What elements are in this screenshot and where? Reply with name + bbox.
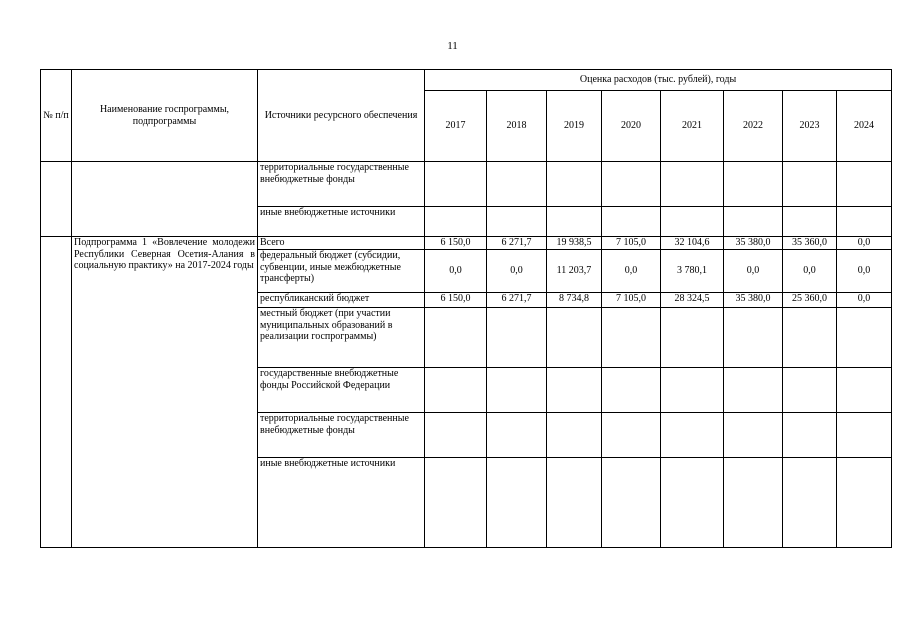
value-cell: 3 780,1 xyxy=(661,250,724,293)
source-cell: иные внебюджетные источники xyxy=(258,458,425,548)
value-cell xyxy=(724,207,783,237)
source-cell: местный бюджет (при участии муниципальных образований в реализации госпрограммы) xyxy=(258,308,425,368)
value-cell xyxy=(425,413,487,458)
header-number: № п/п xyxy=(41,70,72,162)
value-cell xyxy=(487,207,547,237)
value-cell xyxy=(425,368,487,413)
value-cell xyxy=(661,368,724,413)
value-cell xyxy=(837,458,892,548)
value-cell xyxy=(547,368,602,413)
source-cell: территориальные государственные внебюджетные фонды xyxy=(258,162,425,207)
value-cell xyxy=(602,162,661,207)
value-cell: 6 271,7 xyxy=(487,293,547,308)
header-year: 2023 xyxy=(783,91,837,162)
name-cell-empty xyxy=(72,162,258,237)
value-cell xyxy=(783,413,837,458)
header-expense-estimate: Оценка расходов (тыс. рублей), годы xyxy=(425,70,892,91)
value-cell xyxy=(724,368,783,413)
value-cell xyxy=(602,207,661,237)
value-cell xyxy=(425,207,487,237)
value-cell: 35 360,0 xyxy=(783,237,837,250)
budget-table xyxy=(40,69,892,548)
source-cell: иные внебюджетные источники xyxy=(258,207,425,237)
header-year: 2017 xyxy=(425,91,487,162)
value-cell xyxy=(487,308,547,368)
number-cell xyxy=(41,237,72,548)
table-row-total xyxy=(41,237,892,250)
value-cell xyxy=(783,308,837,368)
value-cell: 7 105,0 xyxy=(602,293,661,308)
source-cell: федеральный бюджет (субсидии, субвенции, иные межбюджетные трансферты) xyxy=(258,250,425,293)
value-cell: 6 271,7 xyxy=(487,237,547,250)
value-cell xyxy=(783,368,837,413)
value-cell xyxy=(487,162,547,207)
value-cell xyxy=(724,308,783,368)
table-row xyxy=(41,162,892,207)
value-cell: 0,0 xyxy=(837,250,892,293)
number-cell-empty xyxy=(41,162,72,237)
value-cell: 6 150,0 xyxy=(425,237,487,250)
value-cell: 0,0 xyxy=(602,250,661,293)
value-cell: 32 104,6 xyxy=(661,237,724,250)
value-cell xyxy=(547,458,602,548)
header-year: 2022 xyxy=(724,91,783,162)
value-cell: 0,0 xyxy=(724,250,783,293)
value-cell xyxy=(783,162,837,207)
header-resource-source: Источники ресурсного обеспечения xyxy=(258,70,425,162)
value-cell xyxy=(602,368,661,413)
value-cell: 19 938,5 xyxy=(547,237,602,250)
value-cell xyxy=(837,207,892,237)
source-cell: Всего xyxy=(258,237,425,250)
value-cell: 25 360,0 xyxy=(783,293,837,308)
value-cell xyxy=(783,458,837,548)
value-cell: 0,0 xyxy=(783,250,837,293)
value-cell: 35 380,0 xyxy=(724,237,783,250)
value-cell xyxy=(547,308,602,368)
value-cell xyxy=(837,413,892,458)
value-cell: 11 203,7 xyxy=(547,250,602,293)
value-cell xyxy=(547,207,602,237)
value-cell xyxy=(425,458,487,548)
value-cell xyxy=(602,308,661,368)
value-cell: 8 734,8 xyxy=(547,293,602,308)
value-cell: 0,0 xyxy=(837,237,892,250)
value-cell xyxy=(602,458,661,548)
value-cell xyxy=(724,162,783,207)
value-cell xyxy=(724,413,783,458)
value-cell xyxy=(487,458,547,548)
value-cell xyxy=(724,458,783,548)
value-cell xyxy=(661,413,724,458)
value-cell xyxy=(783,207,837,237)
source-cell: республиканский бюджет xyxy=(258,293,425,308)
value-cell xyxy=(837,308,892,368)
value-cell xyxy=(661,162,724,207)
header-year: 2019 xyxy=(547,91,602,162)
header-year: 2024 xyxy=(837,91,892,162)
value-cell xyxy=(425,308,487,368)
value-cell xyxy=(487,413,547,458)
value-cell xyxy=(661,308,724,368)
value-cell: 6 150,0 xyxy=(425,293,487,308)
value-cell: 35 380,0 xyxy=(724,293,783,308)
value-cell xyxy=(602,413,661,458)
value-cell xyxy=(837,368,892,413)
source-cell: территориальные государственные внебюджетные фонды xyxy=(258,413,425,458)
value-cell xyxy=(425,162,487,207)
source-cell: государственные внебюджетные фонды Российской Федерации xyxy=(258,368,425,413)
header-year: 2018 xyxy=(487,91,547,162)
value-cell: 0,0 xyxy=(425,250,487,293)
header-year: 2021 xyxy=(661,91,724,162)
value-cell: 0,0 xyxy=(837,293,892,308)
value-cell xyxy=(661,207,724,237)
value-cell: 28 324,5 xyxy=(661,293,724,308)
value-cell xyxy=(547,162,602,207)
value-cell: 7 105,0 xyxy=(602,237,661,250)
value-cell xyxy=(661,458,724,548)
header-year: 2020 xyxy=(602,91,661,162)
value-cell: 0,0 xyxy=(487,250,547,293)
value-cell xyxy=(487,368,547,413)
subprogram-name: Подпрограмма 1 «Вовлечение молодежи Республики Северная Осетия-Алания в социальную практику» на 2017-2024 годы xyxy=(72,237,258,548)
value-cell xyxy=(547,413,602,458)
page-number: 11 xyxy=(447,40,458,52)
header-program-name: Наименование госпрограммы, подпрограммы xyxy=(72,70,258,162)
value-cell xyxy=(837,162,892,207)
header-row-1 xyxy=(41,70,892,91)
